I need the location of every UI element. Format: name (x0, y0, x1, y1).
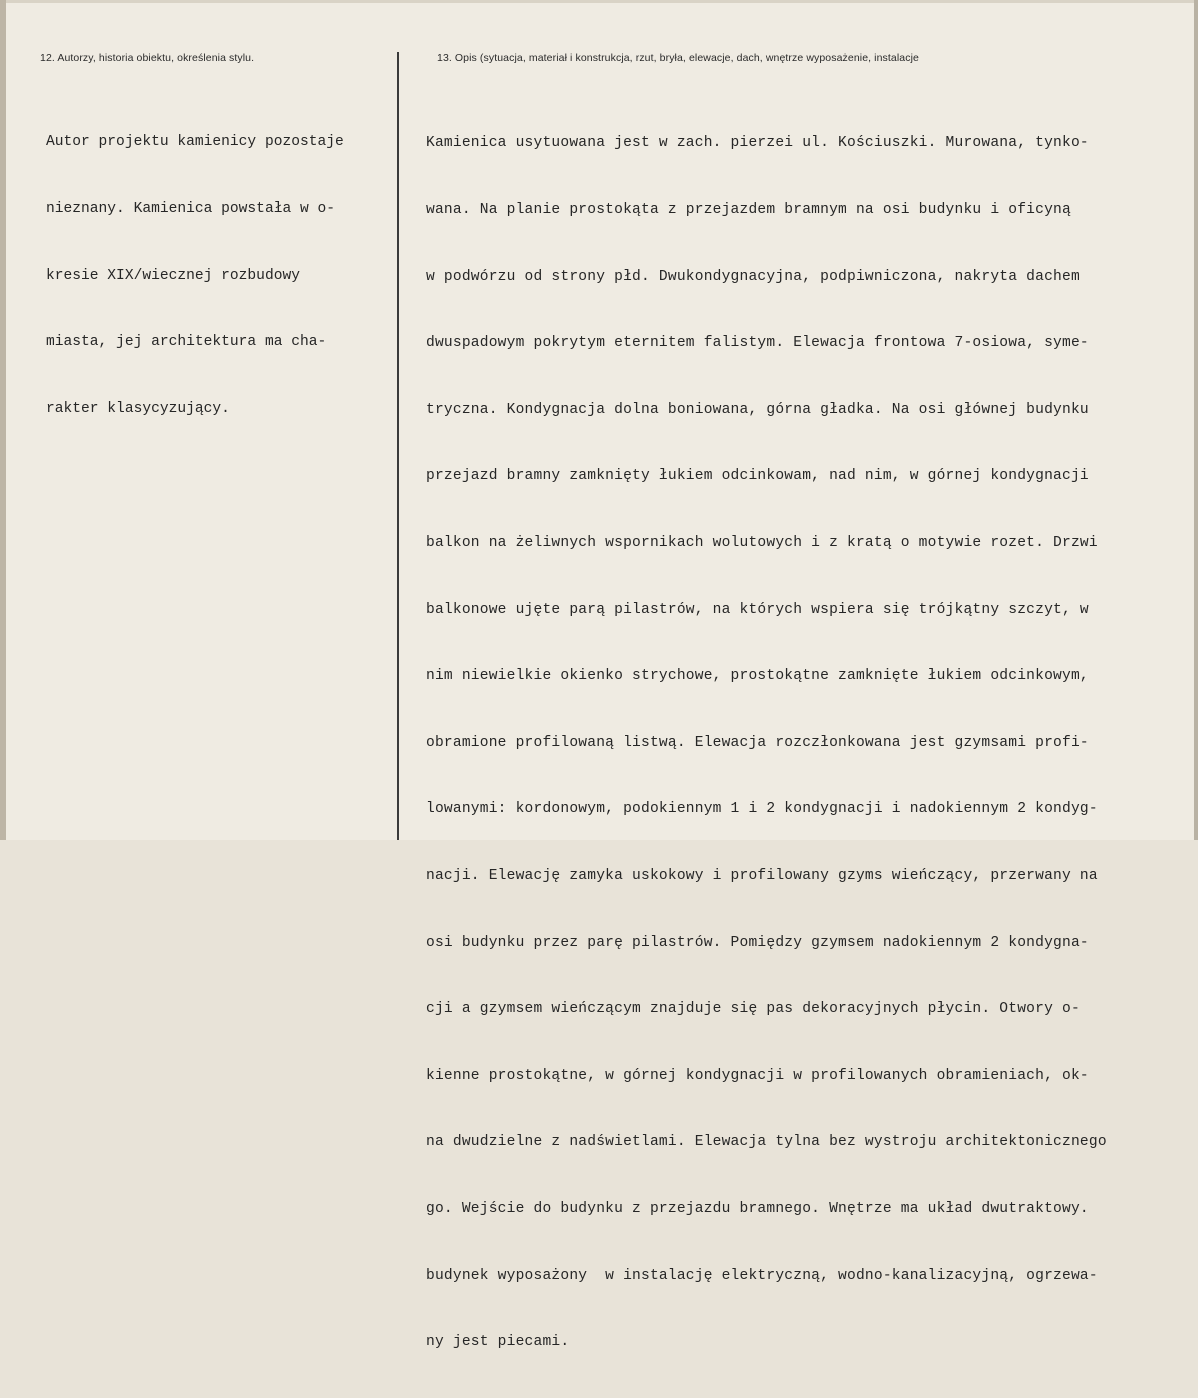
description-text (426, 88, 1107, 1398)
typed-line: miasta, jej architektura ma cha- (46, 334, 327, 351)
typed-line: w podwórzu od strony płd. Dwukondygnacyjna, podpiwniczona, nakryta dachem (426, 268, 1080, 285)
typed-line: balkon na żeliwnych wspornikach wolutowych i z kratą o motywie rozet. Drzwi (426, 534, 1098, 551)
typed-line: obramione profilowaną listwą. Elewacja rozczłonkowana jest gzymsami profi- (426, 734, 1089, 751)
typed-line: kienne prostokątne, w górnej kondygnacji w profilowanych obramieniach, ok- (426, 1067, 1089, 1084)
typed-line: tryczna. Kondygnacja dolna boniowana, górna gładka. Na osi głównej budynku (426, 401, 1089, 418)
typed-line: nacji. Elewację zamyka uskokowy i profilowany gzyms wieńczący, przerwany na (426, 867, 1098, 884)
typed-line: kresie XIX/wiecznej rozbudowy (46, 267, 300, 284)
typed-line: przejazd bramny zamknięty łukiem odcinkowam, nad nim, w górnej kondygnacji (426, 468, 1089, 485)
card-right-edge (1194, 0, 1198, 840)
typed-line: go. Wejście do budynku z przejazdu bramnego. Wnętrze ma układ dwutraktowy. (426, 1200, 1089, 1217)
typed-line: nim niewielkie okienko strychowe, prostokątne zamknięte łukiem odcinkowym, (426, 668, 1089, 685)
typed-line: Kamienica usytuowana jest w zach. pierzei ul. Kościuszki. Murowana, tynko- (426, 135, 1089, 152)
typed-line: nieznany. Kamienica powstała w o- (46, 201, 336, 217)
typed-line: ny jest piecami. (426, 1334, 570, 1351)
typed-line: lowanymi: kordonowym, podokiennym 1 i 2 kondygnacji i nadokiennym 2 kondyg- (426, 801, 1098, 818)
typed-line: cji a gzymsem wieńczącym znajduje się pas dekoracyjnych płycin. Otwory o- (426, 1001, 1080, 1018)
authors-history-text (46, 87, 344, 464)
card-top-edge (0, 0, 1198, 3)
typed-line: Autor projektu kamienicy pozostaje (46, 134, 344, 151)
typed-line: rakter klasycyzujący. (46, 400, 230, 417)
column-divider (397, 52, 399, 840)
typed-line: wana. Na planie prostokąta z przejazdem bramnym na osi budynku i oficyną (426, 202, 1071, 218)
section-13-heading: 13. Opis (sytuacja, materiał i konstrukcja, rzut, bryła, elewacje, dach, wnętrze wyposażenie, instalacje (437, 52, 919, 64)
typed-line: dwuspadowym pokrytym eternitem falistym. Elewacja frontowa 7-osiowa, syme- (426, 335, 1089, 352)
typed-line: budynek wyposażony w instalację elektryczną, wodno-kanalizacyjną, ogrzewa- (426, 1267, 1098, 1284)
typed-line: na dwudzielne z nadświetlami. Elewacja tylna bez wystroju architektonicznego (426, 1134, 1107, 1151)
card-left-edge (0, 0, 6, 840)
section-12-heading: 12. Autorzy, historia obiektu, określenia stylu. (40, 52, 255, 64)
typed-line: balkonowe ujęte parą pilastrów, na których wspiera się trójkątny szczyt, w (426, 601, 1089, 618)
typed-line: osi budynku przez parę pilastrów. Pomiędzy gzymsem nadokiennym 2 kondygna- (426, 934, 1089, 951)
